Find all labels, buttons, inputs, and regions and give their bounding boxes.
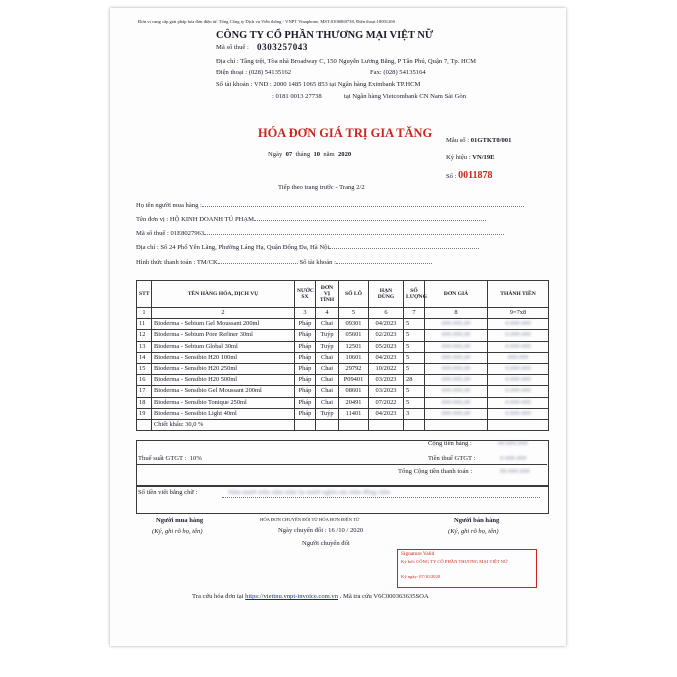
table-row: 13 Bioderma - Sebium Global 30ml Pháp Tuýp 12501 05/2023 5 ###.###,## #.###.### <box>137 341 549 352</box>
provider-note: Đơn vị cung cấp giải pháp hóa đơn điện tử: Tổng Công ty Dịch vụ Viễn thông - VNPT Vinaphone, MST:0106869738, Điện thoại:18001260 <box>138 19 395 24</box>
vat-amount-label: Tiền thuế GTGT : <box>428 455 476 462</box>
seller-account-2-bank: tại Ngân hàng Vietcombank CN Nam Sài Gòn <box>344 93 466 100</box>
header-lot: SỐ LÔ <box>339 281 369 308</box>
buyer-account-label: Số tài khoản : <box>299 259 336 266</box>
seller-tax-code: 0303257043 <box>257 42 308 52</box>
buyer-name-row: Họ tên người mua hàng : <box>136 200 548 209</box>
buyer-tax-row: Mã số thuế : 01E8027963 <box>136 228 548 237</box>
converter-label: Người chuyển đổi <box>302 540 350 547</box>
header-price: ĐƠN GIÁ <box>425 281 488 308</box>
invoice-number: Số : 0011878 <box>446 170 493 181</box>
table-header-row <box>137 281 549 308</box>
totals-divider <box>136 464 547 465</box>
conversion-title: HÓA ĐƠN CHUYỂN ĐỔI TỪ HÓA ĐƠN ĐIỆN TỬ <box>260 517 360 522</box>
conversion-date: Ngày chuyển đổi : 16 /10 / 2020 <box>278 527 364 534</box>
subtotal-value: ##.###.### <box>498 440 528 447</box>
form-number: Mẫu số : 01GTKT0/001 <box>446 137 512 144</box>
table-row: 17 Bioderma - Sensibio Gel Moussant 200ml Pháp Chai 08601 03/2023 5 ###.###,## #.###.### <box>137 386 549 397</box>
total-value: ##.###.### <box>500 468 530 475</box>
vat-amount-value: #.###.### <box>500 455 527 462</box>
seller-tax-label: Mã số thuế : <box>216 44 249 51</box>
subtotal-label: Cộng tiền hàng : <box>428 440 472 447</box>
table-row: 16 Bioderma - Sensibio H20 500ml Pháp Chai P09401 03/2023 28 ###.###,## #.###.### <box>137 375 549 386</box>
vat-rate: Thuế suất GTGT : 10% <box>138 455 202 462</box>
discount-row <box>137 419 549 430</box>
lookup-link[interactable]: https://viettnu.vnpt-invoice.com.vn <box>245 593 339 600</box>
items-table <box>136 280 549 431</box>
table-row: 15 Bioderma - Sensibio H20 250ml Pháp Chai 29792 10/2022 5 ###.###,## #.###.### <box>137 363 549 374</box>
signature-signer: Ký bởi: CÔNG TY CỔ PHẦN THƯƠNG MẠI VIỆT NỮ <box>401 559 508 564</box>
table-row: 18 Bioderma - Sensibio Tonique 250ml Pháp Chai 20491 07/2022 5 ###.###,## #.###.### <box>137 397 549 408</box>
invoice-date: Ngày 07 tháng 10 năm 2020 <box>268 151 352 158</box>
payment-value: TM/CK <box>196 259 218 266</box>
seller-sign-title: Người bán hàng <box>454 517 500 524</box>
lookup-code: V6C000363635SOA <box>373 593 429 600</box>
header-stt: STT <box>137 281 152 308</box>
words-label: Số tiền viết bằng chữ : <box>138 489 198 496</box>
totals-box <box>136 440 549 486</box>
header-country: NƯỚC SX <box>295 281 316 308</box>
header-qty: SỐ LƯỢNG <box>404 281 425 308</box>
buyer-address-value: Số 24 Phố Yên Lãng, Phường Láng Hạ, Quận Đống Đa, Hà Nội <box>160 244 330 251</box>
table-index-row: 1 2 3 4 5 6 7 8 9=7x8 <box>137 308 549 319</box>
seller-sign-note: (Ký, ghi rõ họ, tên) <box>448 528 499 535</box>
seller-address: Địa chỉ : Tầng trệt, Tòa nhà Broadway C, 150 Nguyễn Lương Bằng, P Tân Phú, Quận 7, Tp. HCM <box>216 58 476 65</box>
invoice-symbol: Ký hiệu : VN/19E <box>446 154 495 161</box>
header-expiry: HẠN DÙNG <box>369 281 404 308</box>
buyer-unit-row: Tên đơn vị : HỘ KINH DOANH TÚ PHẠM <box>136 214 548 223</box>
buyer-address-row: Địa chỉ : Số 24 Phố Yên Lãng, Phường Láng Hạ, Quận Đống Đa, Hà Nội <box>136 242 548 251</box>
words-value: Năm mươi triệu năm trăm ba mươi nghìn sáu trăm đồng chẵn <box>228 489 391 496</box>
total-label: Tổng Cộng tiền thanh toán : <box>398 468 473 475</box>
buyer-sign-note: (Ký, ghi rõ họ, tên) <box>152 528 203 535</box>
table-row: 14 Bioderma - Sensibio H20 100ml Pháp Chai 10601 04/2023 5 ###.###,## ###.### <box>137 352 549 363</box>
page-continued: Tiếp theo trang trước - Trang 2/2 <box>278 184 365 191</box>
header-unit: ĐƠN VỊ TÍNH <box>316 281 339 308</box>
signature-valid: Signature Valid <box>401 551 435 557</box>
header-amount: THÀNH TIỀN <box>488 281 549 308</box>
seller-phone: Điện thoại : (028) 54135162 <box>216 69 292 76</box>
buyer-unit-value: HỘ KINH DOANH TÚ PHẠM <box>169 216 255 223</box>
header-name: TÊN HÀNG HÓA, DỊCH VỤ <box>152 281 295 308</box>
signature-date: Ký ngày: 07/10/2020 <box>401 574 441 579</box>
seller-account-2: : 0181 0013 27738 <box>272 93 322 100</box>
lookup-footer: Tra cứu hóa đơn tại https://viettnu.vnpt-invoice.com.vn . Mã tra cứu V6C000363635SOA <box>192 593 429 600</box>
seller-fax: Fax: (028) 54135164 <box>370 69 426 76</box>
payment-row: Hình thức thanh toán : TM/CK Số tài khoản : <box>136 257 548 266</box>
company-name: CÔNG TY CỔ PHẦN THƯƠNG MẠI VIỆT NỮ <box>216 30 434 41</box>
table-row: 11 Bioderma - Sebium Gel Moussant 200ml Pháp Chai 09301 04/2023 5 ###.###,## #.###.### <box>137 319 549 330</box>
buyer-tax-value: 01E8027963 <box>170 230 205 237</box>
invoice-title: HÓA ĐƠN GIÁ TRỊ GIA TĂNG <box>258 126 433 140</box>
seller-account-1: Số tài khoản : VND : 2000 1485 1065 853 tại Ngân hàng Eximbank TP.HCM <box>216 81 421 88</box>
table-row: 19 Bioderma - Sensibio Light 40ml Pháp Tuýp 11401 04/2023 3 ###.###,## #.###.### <box>137 408 549 419</box>
discount-text: Chiết khấu: 30,0 % <box>152 419 295 430</box>
invoice-page <box>110 8 566 646</box>
table-row: 12 Bioderma - Sebium Pore Refiner 30ml Pháp Tuýp 05601 02/2023 5 ###.###,## #.###.### <box>137 330 549 341</box>
buyer-sign-title: Người mua hàng <box>156 517 204 524</box>
